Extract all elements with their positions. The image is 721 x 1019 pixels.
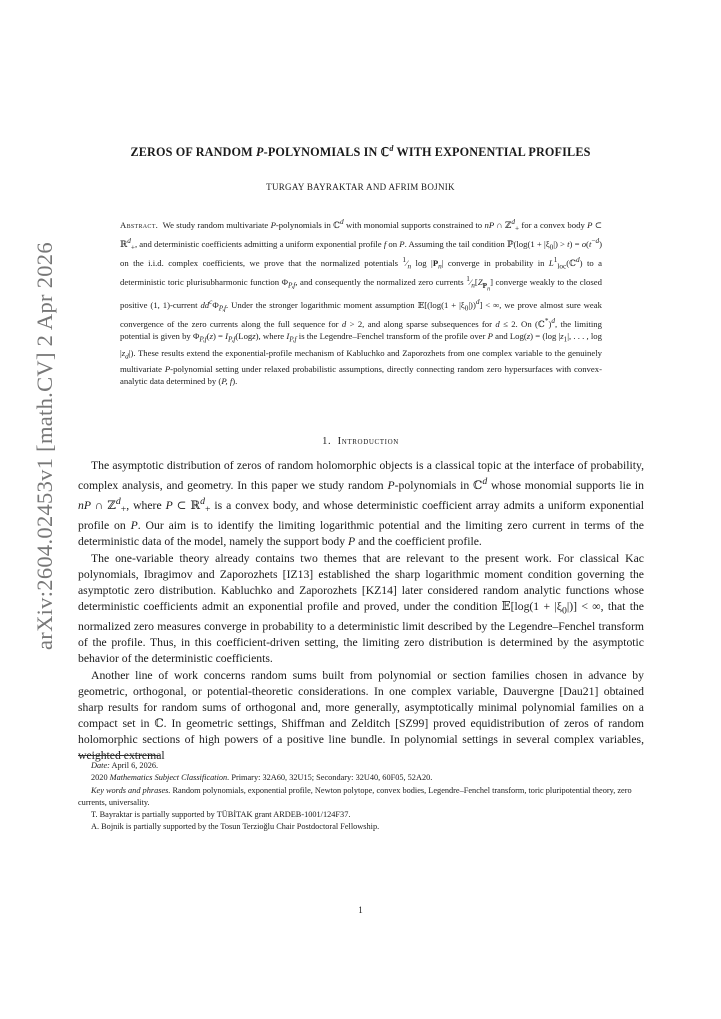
- paper-authors: TURGAY BAYRAKTAR AND AFRIM BOJNIK: [266, 182, 455, 192]
- page-number: 1: [358, 905, 363, 915]
- paragraph: Another line of work concerns random sums built from polynomial or section families chosen in advance by geometric, orthogonal, or potential-theoretic considerations. In one complex variable, Dauvergne [Dau21] obtained sharp results for random sums of orthogonal and, more generally, asymptotically minimal polynomial families on a compact set in ℂ. In geometric settings, Shiffman and Zelditch [SZ99] proved equidistribution of zeros of random holomorphic sections of high powers of a positive line bundle. In polynomial settings in several complex variables, weighted extremal: [78, 668, 644, 763]
- footnote-date: Date: April 6, 2026.: [91, 761, 159, 770]
- arxiv-stamp: [12, 242, 57, 650]
- section-number: 1.: [322, 436, 332, 447]
- footnote-rule: [78, 755, 160, 756]
- footnote-funding-2: A. Bojnik is partially supported by the Tosun Terzioğlu Chair Postdoctoral Fellowship.: [91, 822, 380, 832]
- footnote-msc: 2020 Mathematics Subject Classification. Primary: 32A60, 32U15; Secondary: 32U40, 60F05, 52A20.: [91, 773, 433, 783]
- footnotes: [78, 760, 644, 834]
- arxiv-identifier: arXiv:2604.02453v1 [math.CV] 2 Apr 2026: [32, 242, 57, 650]
- paragraph: The one-variable theory already contains two themes that are relevant to the present work. For classical Kac polynomials, Ibragimov and Zaporozhets [IZ13] established the sharp logarithmic moment condition governing the asymptotic zero distribution. Kabluchko and Zaporozhets [KZ14] later considered random analytic functions whose deterministic coefficients admit an exponential profile and proved, under the condition 𝔼[log(1 + $|\xi_0|$)] < ∞, that the normalized zero measures converge in probability to a deterministic limit described by the Legendre–Fenchel transform of the profile. Thus, in this coefficient-driven setting, the limiting zero distribution is determined by the asymptotic behavior of the deterministic coefficients.: [78, 551, 644, 666]
- section-heading: [0, 436, 721, 447]
- abstract: Abstract. We study random multivariate P-polynomials in ℂ$^d$ with monomial supports constrained to nP ∩ ℤ$^d_+$ for a convex body P ⊂ ℝ$^d_+$, and deterministic coefficients admitting a uniform exponential profile f on P. Assuming the tail condition ℙ(log(1 + $|\xi_0|) > t) = o(t^{-d})$ on the i.i.d. complex coefficients, we prove that the normalized potentials $^1⁄_n$ $\log |P_n|$ converge in probability in $L^1_{loc}(ℂ^d)$ to a deterministic toric plurisubharmonic function $\Phi_{P,f}$, and consequently the normalized zero currents $^1⁄_n[Z_{P_n}]$ converge weakly to the closed positive (1, 1)-current $dd^c\Phi_{P,f}$. Under the stronger logarithmic moment assumption 𝔼[(log(1 + $|\xi_0|))^d$] < ∞, we prove almost sure weak convergence of the zero currents along the full sequence for d > 2, and along sparse subsequences for d ≤ 2. On (ℂ*)$^d$, the limiting potential is given by $\Phi_{P,f}(z)$ = $I_{P,f}(Logz)$, where $I_{P,f}$ is the Legendre–Fenchel transform of the profile over P and Log(z) = (log $|z_1|$, . . . , $\log |z_d|$). These results extend the exponential-profile mechanism of Kabluchko and Zaporozhets from one complex variable to the genuinely multivariate P-polynomial setting under relaxed probabilistic assumptions, directly connecting random zero hypersurfaces with convex-analytic data determined by (P, f).: [120, 218, 603, 387]
- abstract-heading: Abstract.: [120, 219, 159, 230]
- footnote-keywords: Key words and phrases. Random polynomials, exponential profile, Newton polytope, convex bodies, Legendre–Fenchel transform, toric pluripotential theory, zero currents, universality.: [78, 785, 632, 807]
- section-title: Introduction: [337, 436, 399, 447]
- paper-title: ZEROS OF RANDOM P-POLYNOMIALS IN ℂ$^d$ WITH EXPONENTIAL PROFILES: [130, 144, 591, 160]
- footnote-funding-1: T. Bayraktar is partially supported by TÜBİTAK grant ARDEB-1001/124F37.: [91, 810, 351, 820]
- introduction-body: [78, 458, 644, 764]
- paragraph: The asymptotic distribution of zeros of random holomorphic objects is a classical topic at the interface of probability, complex analysis, and geometry. In this paper we study random P-polynomials in ℂ$^d$ whose monomial supports lie in nP ∩ ℤ$^d_+$, where P ⊂ ℝ$^d_+$ is a convex body, and whose deterministic coefficient array admits a uniform exponential profile on P. Our aim is to identify the limiting logarithmic potential and the limiting zero current in terms of the deterministic data of the model, namely the support body P and the coefficient profile.: [78, 459, 644, 549]
